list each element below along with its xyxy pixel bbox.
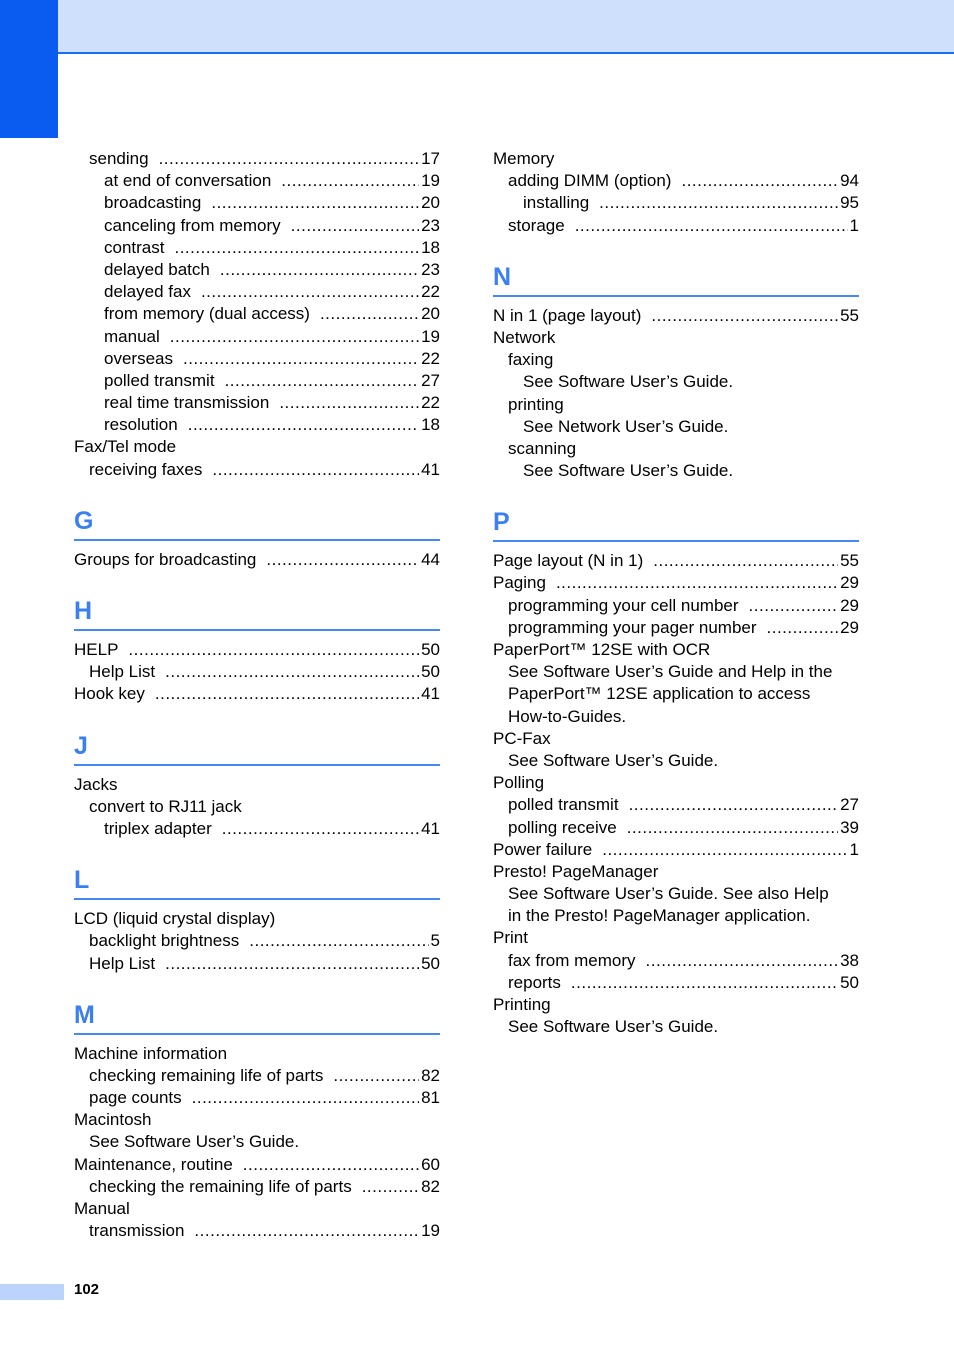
index-entry: [493, 1016, 859, 1038]
index-term: fax from memory: [508, 950, 636, 970]
index-term: Manual: [74, 1199, 130, 1218]
page-ref: 81: [421, 1088, 440, 1108]
page-ref: 38: [840, 950, 859, 970]
index-group: [74, 1043, 440, 1243]
index-term: Help List: [89, 662, 156, 682]
index-entry: [493, 772, 859, 794]
index-entry: [74, 192, 440, 214]
index-entry: [74, 1087, 440, 1109]
index-entry: [74, 326, 440, 348]
index-term: Power failure: [493, 839, 593, 859]
index-term: See Software User’s Guide.: [89, 1132, 300, 1152]
index-column-left: [74, 148, 440, 1242]
index-term: installing: [523, 193, 590, 213]
index-entry: [493, 927, 859, 949]
index-term: Presto! PageManager: [493, 861, 659, 881]
page-ref: 23: [421, 215, 440, 235]
page-ref: 18: [421, 237, 440, 257]
index-term: storage: [508, 215, 565, 235]
page-ref: 29: [840, 573, 859, 593]
page-ref: 55: [840, 551, 859, 571]
index-entry: [74, 549, 440, 571]
index-term: Network: [493, 327, 556, 347]
index-entry: [74, 237, 440, 259]
dot-leader: [266, 549, 419, 571]
chapter-tab: [0, 0, 58, 138]
index-entry: [493, 192, 859, 214]
index-term: real time transmission: [104, 393, 270, 413]
index-term: Groups for broadcasting: [74, 549, 257, 569]
dot-leader: [653, 550, 838, 572]
index-term: Paging: [493, 573, 546, 593]
dot-leader: [629, 794, 839, 816]
index-entry: [74, 1220, 440, 1242]
index-term: Fax/Tel mode: [74, 437, 177, 457]
index-entry: [74, 1176, 440, 1198]
index-term: Polling: [493, 773, 545, 793]
index-term: reports: [508, 972, 561, 992]
index-term: polling receive: [508, 817, 617, 837]
index-term: See Software User’s Guide.: [508, 750, 719, 770]
index-term: faxing: [508, 350, 554, 370]
index-entry: [74, 661, 440, 683]
index-term: Help List: [89, 953, 156, 973]
index-entry: [493, 639, 859, 661]
footer-bar: [0, 1284, 64, 1300]
index-term: Print: [493, 928, 528, 948]
section-heading-l: L: [74, 854, 440, 900]
index-term: programming your cell number: [508, 595, 739, 615]
section-heading-n: N: [493, 251, 859, 297]
index-term: printing: [508, 394, 564, 414]
dot-leader: [333, 1065, 419, 1087]
index-term: triplex adapter: [104, 818, 212, 838]
index-group: [74, 639, 440, 706]
page-ref: 95: [840, 193, 859, 213]
index-term: See Software User’s Guide.: [523, 461, 734, 481]
index-term: scanning: [508, 438, 577, 458]
index-entry: [74, 281, 440, 303]
page-ref: 22: [421, 393, 440, 413]
index-entry: [493, 905, 859, 927]
page-ref: 19: [421, 171, 440, 191]
dot-leader: [170, 326, 419, 348]
index-term: broadcasting: [104, 193, 202, 213]
index-group: [74, 908, 440, 975]
dot-leader: [194, 1220, 419, 1242]
index-term: See Software User’s Guide and Help in the: [508, 662, 833, 682]
page-ref: 19: [421, 1221, 440, 1241]
index-entry: [74, 908, 440, 930]
index-term: adding DIMM (option): [508, 171, 672, 191]
index-term: Hook key: [74, 684, 145, 704]
index-term: HELP: [74, 640, 119, 659]
index-term: resolution: [104, 415, 178, 435]
index-entry: [493, 839, 859, 861]
index-term: manual: [104, 326, 160, 346]
index-entry: [74, 1109, 440, 1131]
index-entry: [74, 414, 440, 436]
dot-leader: [571, 972, 838, 994]
section-heading-p: P: [493, 496, 859, 542]
index-entry: [493, 595, 859, 617]
dot-leader: [165, 661, 419, 683]
page-ref: 5: [430, 931, 440, 951]
dot-leader: [646, 950, 839, 972]
dot-leader: [225, 370, 420, 392]
dot-leader: [155, 683, 419, 705]
index-entry: [493, 994, 859, 1016]
page-ref: 27: [421, 370, 440, 390]
page-ref: 29: [840, 595, 859, 615]
index-entry: [74, 953, 440, 975]
dot-leader: [556, 572, 838, 594]
dot-leader: [165, 953, 419, 975]
dot-leader: [243, 1154, 419, 1176]
index-term: Printing: [493, 995, 551, 1014]
index-entry: [493, 305, 859, 327]
index-column-right: [493, 148, 859, 1038]
index-entry: [74, 930, 440, 952]
index-term: How-to-Guides.: [508, 706, 627, 726]
page-ref: 50: [421, 662, 440, 682]
index-term: programming your pager number: [508, 617, 757, 637]
dot-leader: [281, 170, 419, 192]
index-term: canceling from memory: [104, 215, 281, 235]
index-term: delayed fax: [104, 282, 191, 302]
index-entry: [74, 683, 440, 705]
index-entry: [74, 1065, 440, 1087]
page-ref: 1: [849, 215, 859, 235]
index-term: receiving faxes: [89, 459, 203, 479]
dot-leader: [651, 305, 838, 327]
section-heading-m: M: [74, 989, 440, 1035]
index-entry: [74, 774, 440, 796]
page-ref: 27: [840, 795, 859, 815]
index-entry: [493, 550, 859, 572]
page-ref: 20: [421, 193, 440, 213]
index-entry: [493, 794, 859, 816]
page-ref: 41: [421, 459, 440, 479]
page-ref: 82: [421, 1065, 440, 1085]
dot-leader: [159, 148, 420, 170]
index-entry: [74, 259, 440, 281]
dot-leader: [681, 170, 838, 192]
index-term: from memory (dual access): [104, 304, 310, 324]
dot-leader: [575, 215, 848, 237]
index-term: contrast: [104, 237, 165, 257]
index-term: in the Presto! PageManager application.: [508, 906, 811, 926]
dot-leader: [183, 348, 419, 370]
index-term: backlight brightness: [89, 931, 240, 951]
page-ref: 94: [840, 171, 859, 191]
index-term: page counts: [89, 1088, 182, 1108]
index-entry: [493, 883, 859, 905]
index-term: LCD (liquid crystal display): [74, 909, 276, 929]
dot-leader: [279, 392, 419, 414]
page-ref: 23: [421, 259, 440, 279]
index-entry: [493, 394, 859, 416]
index-term: See Software User’s Guide.: [508, 1017, 719, 1037]
index-entry: [493, 861, 859, 883]
index-entry: [493, 349, 859, 371]
dot-leader: [602, 839, 847, 861]
index-entry: [74, 796, 440, 818]
index-group: [493, 550, 859, 1038]
page-ref: 44: [421, 549, 440, 569]
page-ref: 20: [421, 304, 440, 324]
page-number: 102: [74, 1281, 100, 1298]
dot-leader: [627, 817, 838, 839]
section-heading-h: H: [74, 585, 440, 631]
index-entry: [493, 170, 859, 192]
index-term: See Software User’s Guide. See also Help: [508, 884, 829, 904]
index-entry: [74, 1043, 440, 1065]
index-term: checking remaining life of parts: [89, 1065, 324, 1085]
index-term: at end of conversation: [104, 171, 272, 191]
page-ref: 55: [840, 305, 859, 325]
index-entry: [493, 661, 859, 683]
index-entry: [74, 459, 440, 481]
index-entry: [493, 416, 859, 438]
index-entry: [74, 1131, 440, 1153]
index-term: N in 1 (page layout): [493, 305, 642, 325]
index-term: PaperPort™ 12SE with OCR: [493, 640, 711, 659]
dot-leader: [128, 639, 419, 661]
index-entry: [74, 818, 440, 840]
page-ref: 19: [421, 326, 440, 346]
index-entry: [74, 1154, 440, 1176]
index-entry: [493, 215, 859, 237]
header-band: [0, 0, 954, 54]
index-entry: [493, 327, 859, 349]
index-term: checking the remaining life of parts: [89, 1176, 352, 1196]
index-term: convert to RJ11 jack: [89, 796, 242, 816]
index-term: See Software User’s Guide.: [523, 372, 734, 392]
index-term: Page layout (N in 1): [493, 551, 644, 571]
index-entry: [493, 148, 859, 170]
page-ref: 22: [421, 282, 440, 302]
dot-leader: [749, 595, 839, 617]
index-term: Maintenance, routine: [74, 1154, 233, 1174]
index-entry: [493, 371, 859, 393]
page-ref: 1: [849, 839, 859, 859]
dot-leader: [201, 281, 419, 303]
index-term: PaperPort™ 12SE application to access: [508, 684, 811, 704]
section-heading-j: J: [74, 720, 440, 766]
index-group: [493, 305, 859, 483]
index-entry: [493, 750, 859, 772]
page-ref: 18: [421, 415, 440, 435]
index-entry: [493, 706, 859, 728]
page-ref: 50: [840, 972, 859, 992]
index-term: polled transmit: [104, 370, 215, 390]
dot-leader: [192, 1087, 419, 1109]
index-term: Jacks: [74, 774, 118, 794]
page-ref: 29: [840, 617, 859, 637]
index-entry: [74, 148, 440, 170]
index-entry: [493, 572, 859, 594]
index-entry: [74, 436, 440, 458]
index-entry: [493, 683, 859, 705]
dot-leader: [291, 215, 419, 237]
index-term: overseas: [104, 348, 173, 368]
index-term: Memory: [493, 149, 555, 168]
dot-leader: [188, 414, 419, 436]
dot-leader: [220, 259, 419, 281]
index-term: sending: [89, 149, 149, 168]
index-term: transmission: [89, 1221, 185, 1241]
index-group: [74, 148, 440, 481]
index-term: delayed batch: [104, 259, 210, 279]
dot-leader: [362, 1176, 419, 1198]
index-group: [74, 774, 440, 841]
index-group: [493, 148, 859, 237]
index-entry: [74, 170, 440, 192]
index-entry: [493, 438, 859, 460]
section-heading-g: G: [74, 495, 440, 541]
dot-leader: [249, 930, 428, 952]
index-entry: [74, 303, 440, 325]
page-ref: 50: [421, 640, 440, 659]
index-term: See Network User’s Guide.: [523, 416, 729, 436]
index-entry: [493, 817, 859, 839]
dot-leader: [767, 617, 839, 639]
index-entry: [493, 972, 859, 994]
index-entry: [74, 392, 440, 414]
page-ref: 41: [421, 684, 440, 704]
dot-leader: [599, 192, 838, 214]
page-ref: 22: [421, 348, 440, 368]
page-ref: 60: [421, 1154, 440, 1174]
index-entry: [74, 1198, 440, 1220]
dot-leader: [211, 192, 419, 214]
index-entry: [493, 460, 859, 482]
dot-leader: [174, 237, 419, 259]
dot-leader: [212, 459, 419, 481]
index-group: [74, 549, 440, 571]
index-entry: [74, 215, 440, 237]
page-ref: 39: [840, 817, 859, 837]
index-entry: [493, 728, 859, 750]
page-ref: 82: [421, 1176, 440, 1196]
dot-leader: [222, 818, 419, 840]
index-entry: [74, 370, 440, 392]
index-entry: [74, 639, 440, 661]
index-term: Macintosh: [74, 1110, 152, 1130]
index-entry: [493, 950, 859, 972]
index-entry: [74, 348, 440, 370]
dot-leader: [320, 303, 419, 325]
index-term: Machine information: [74, 1043, 228, 1063]
index-entry: [493, 617, 859, 639]
page-ref: 41: [421, 818, 440, 838]
index-term: polled transmit: [508, 795, 619, 815]
page-ref: 17: [421, 149, 440, 168]
page-ref: 50: [421, 953, 440, 973]
index-term: PC-Fax: [493, 728, 551, 748]
